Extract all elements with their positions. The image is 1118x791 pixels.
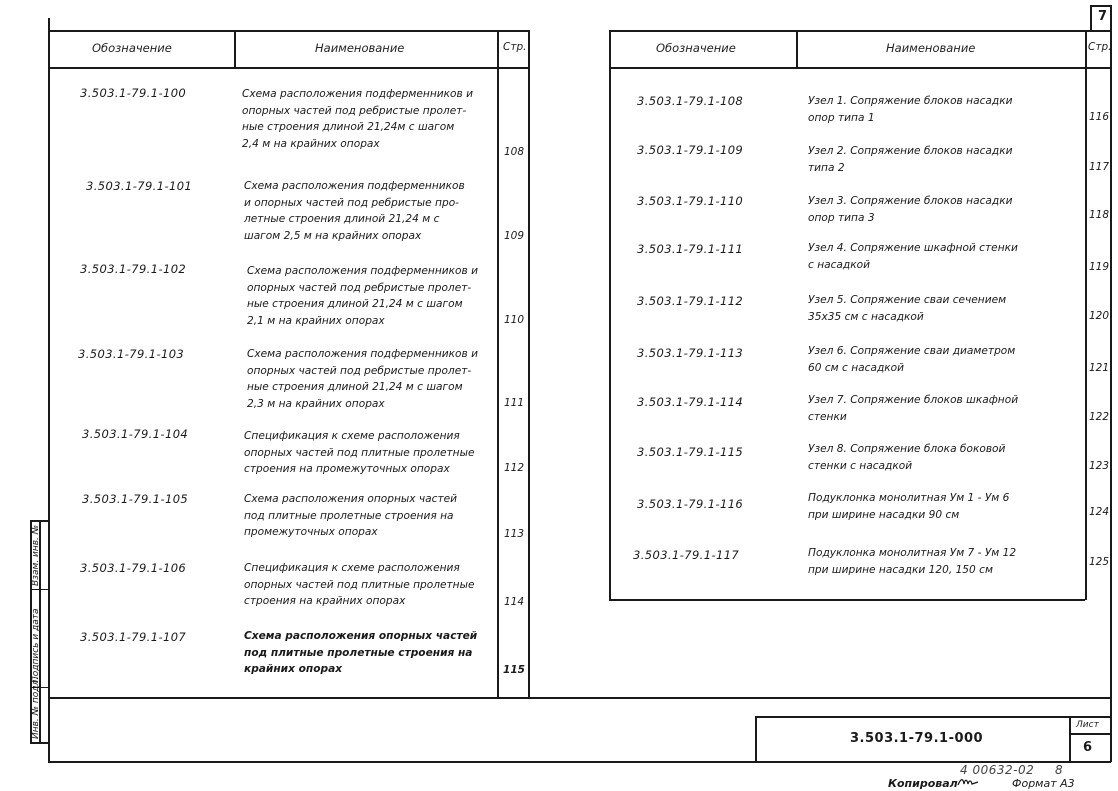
left-row-code: 3.503.1-79.1-105 bbox=[82, 492, 189, 506]
right-header-name: Наименование bbox=[886, 41, 976, 55]
left-row-code: 3.503.1-79.1-107 bbox=[80, 630, 187, 644]
right-row-name: Подуклонка монолитная Ум 1 - Ум 6 при ширине насадки 90 см bbox=[808, 492, 1010, 521]
left-row-name: Схема расположения опорных частей под плитные пролетные строения на промежуточных опорах bbox=[244, 493, 458, 538]
title-block-sheet-label-line bbox=[1069, 733, 1111, 735]
copier-signature bbox=[957, 776, 979, 791]
left-table-top bbox=[48, 30, 529, 32]
right-row-code: 3.503.1-79.1-111 bbox=[637, 242, 744, 256]
right-row-code: 3.503.1-79.1-115 bbox=[637, 445, 744, 459]
left-row-code: 3.503.1-79.1-101 bbox=[86, 179, 193, 193]
title-block-left bbox=[755, 716, 757, 762]
title-block-designation: 3.503.1-79.1-000 bbox=[850, 731, 984, 746]
left-row-name: Схема расположения подферменников и опорных частей под ребристые про- летные строения длиной 21,24 м с шагом 2,5 м на крайних опорах bbox=[244, 180, 465, 242]
side-stamp-top bbox=[30, 520, 48, 522]
right-table-col-divider-1 bbox=[796, 30, 798, 67]
archive-number: 4 00632-02 bbox=[960, 763, 1035, 777]
left-row-code: 3.503.1-79.1-100 bbox=[80, 86, 187, 100]
left-row-page: 115 bbox=[503, 664, 525, 676]
right-row-code: 3.503.1-79.1-109 bbox=[637, 143, 744, 157]
frame-bottom-line bbox=[48, 761, 1111, 763]
left-table-right-border bbox=[528, 30, 530, 697]
right-row-page: 117 bbox=[1088, 161, 1110, 173]
right-row-name: Узел 5. Сопряжение сваи сечением 35x35 см с насадкой bbox=[808, 294, 1007, 323]
side-stamp-bottom bbox=[30, 742, 48, 744]
left-row-code: 3.503.1-79.1-104 bbox=[82, 427, 189, 441]
left-row-name: Схема расположения подферменников и опорных частей под ребристые пролет- ные строения длиной 21,24м с шагом 2,4 м на крайних опорах bbox=[242, 88, 474, 150]
side-stamp-sep-1 bbox=[30, 589, 48, 590]
right-row-page: 116 bbox=[1088, 111, 1110, 123]
title-block-sheet-number: 6 bbox=[1083, 740, 1093, 755]
right-table-header-bottom bbox=[609, 67, 1111, 69]
right-row-name: Узел 2. Сопряжение блоков насадки типа 2 bbox=[808, 145, 1013, 174]
right-table-col-divider-2 bbox=[1085, 30, 1087, 600]
right-row-page: 125 bbox=[1088, 556, 1110, 568]
right-table-bottom bbox=[609, 599, 1085, 601]
title-block-sheet-label: Лист bbox=[1076, 720, 1099, 730]
page-number: 7 bbox=[1098, 9, 1108, 24]
right-row-name: Узел 6. Сопряжение сваи диаметром 60 см с насадкой bbox=[808, 345, 1016, 374]
right-table-left-border bbox=[609, 30, 611, 600]
left-row-code: 3.503.1-79.1-103 bbox=[78, 347, 185, 361]
left-row-name: Схема расположения подферменников и опорных частей под ребристые пролет- ные строения длиной 21,24 м с шагом 2,1 м на крайних опорах bbox=[247, 265, 479, 327]
title-block-top bbox=[755, 716, 1111, 718]
title-block-sheet-divider bbox=[1069, 716, 1071, 762]
left-row-code: 3.503.1-79.1-106 bbox=[80, 561, 187, 575]
right-row-code: 3.503.1-79.1-114 bbox=[637, 395, 744, 409]
side-stamp-inv-label: Инв. № подл. bbox=[31, 676, 41, 739]
side-stamp-signature-label: Подпись и дата bbox=[31, 608, 41, 683]
side-stamp-replace-label: Взам. инв. № bbox=[31, 524, 41, 586]
left-row-page: 108 bbox=[503, 146, 525, 158]
right-row-name: Подуклонка монолитная Ум 7 - Ум 12 при ширине насадки 120, 150 см bbox=[808, 547, 1017, 576]
left-row-name: Спецификация к схеме расположения опорных частей под плитные пролетные строения на крайних опорах bbox=[244, 562, 475, 607]
right-row-page: 124 bbox=[1088, 506, 1110, 518]
right-table-top bbox=[609, 30, 1111, 32]
left-row-page: 111 bbox=[503, 397, 525, 409]
right-row-code: 3.503.1-79.1-110 bbox=[637, 194, 744, 208]
right-row-page: 121 bbox=[1088, 362, 1110, 374]
archive-suffix: 8 bbox=[1055, 763, 1063, 777]
right-row-page: 123 bbox=[1088, 460, 1110, 472]
right-row-name: Узел 1. Сопряжение блоков насадки опор типа 1 bbox=[808, 95, 1013, 124]
right-row-code: 3.503.1-79.1-112 bbox=[637, 294, 744, 308]
right-header-designation: Обозначение bbox=[656, 41, 736, 55]
left-row-page: 114 bbox=[503, 596, 525, 608]
right-row-name: Узел 4. Сопряжение шкафной стенки с насадкой bbox=[808, 242, 1018, 271]
frame-right-line bbox=[1110, 5, 1112, 762]
left-header-page: Стр. bbox=[503, 41, 527, 53]
left-row-name: Схема расположения опорных частей под плитные пролетные строения на крайних опорах bbox=[244, 630, 478, 675]
left-row-page: 112 bbox=[503, 462, 525, 474]
left-table-header-bottom bbox=[48, 67, 529, 69]
right-row-page: 118 bbox=[1088, 209, 1110, 221]
right-row-code: 3.503.1-79.1-108 bbox=[637, 94, 744, 108]
left-header-name: Наименование bbox=[315, 41, 405, 55]
copied-label: Копировал bbox=[888, 777, 958, 790]
frame-inner-divider bbox=[48, 697, 1111, 699]
left-header-designation: Обозначение bbox=[92, 41, 172, 55]
page-box-top bbox=[1090, 5, 1112, 7]
right-row-name: Узел 8. Сопряжение блока боковой стенки с насадкой bbox=[808, 443, 1006, 472]
right-header-page: Стр. bbox=[1088, 41, 1112, 53]
right-row-page: 122 bbox=[1088, 411, 1110, 423]
right-row-code: 3.503.1-79.1-116 bbox=[637, 497, 744, 511]
frame-left-line bbox=[48, 18, 50, 762]
right-row-page: 119 bbox=[1088, 261, 1110, 273]
right-row-name: Узел 7. Сопряжение блоков шкафной стенки bbox=[808, 394, 1019, 423]
left-row-code: 3.503.1-79.1-102 bbox=[80, 262, 187, 276]
format-label: Формат А3 bbox=[1012, 777, 1075, 790]
left-row-page: 109 bbox=[503, 230, 525, 242]
left-row-page: 110 bbox=[503, 314, 525, 326]
page-box-left bbox=[1090, 5, 1092, 31]
left-row-page: 113 bbox=[503, 528, 525, 540]
right-row-code: 3.503.1-79.1-113 bbox=[637, 346, 744, 360]
right-row-code: 3.503.1-79.1-117 bbox=[633, 548, 740, 562]
right-row-page: 120 bbox=[1088, 310, 1110, 322]
right-row-name: Узел 3. Сопряжение блоков насадки опор типа 3 bbox=[808, 195, 1013, 224]
left-table-col-divider-1 bbox=[234, 30, 236, 67]
left-row-name: Спецификация к схеме расположения опорных частей под плитные пролетные строения на промежуточных опорах bbox=[244, 430, 475, 475]
left-row-name: Схема расположения подферменников и опорных частей под ребристые пролет- ные строения длиной 21,24 м с шагом 2,3 м на крайних опорах bbox=[247, 348, 479, 410]
